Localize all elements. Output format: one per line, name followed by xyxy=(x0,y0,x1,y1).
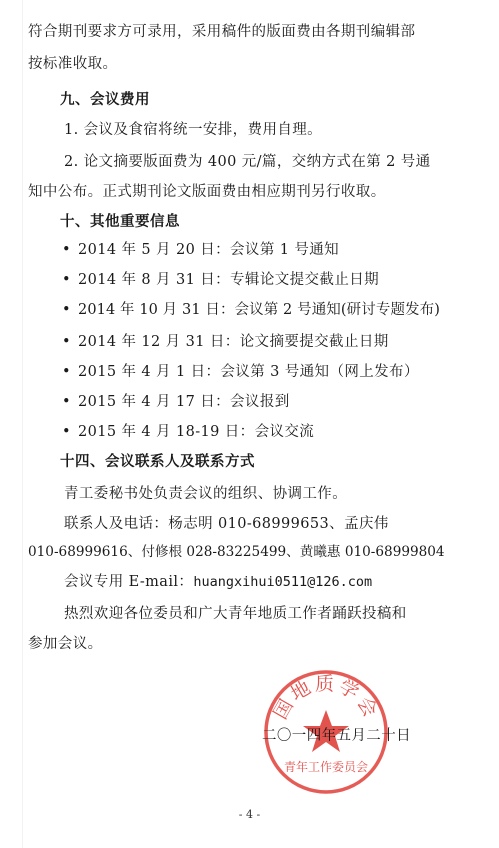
section-heading: 十四、会议联系人及联系方式 xyxy=(60,454,255,470)
bullet-icon: • xyxy=(62,364,71,380)
bullet-icon: • xyxy=(62,272,71,288)
text-line: 联系人及电话：杨志明 010-68999653、孟庆伟 xyxy=(64,516,389,532)
bullet-icon: • xyxy=(62,302,71,318)
list-item: • 2015 年 4 月 1 日：会议第 3 号通知（网上发布） xyxy=(62,364,419,380)
list-item: • 2015 年 4 月 17 日：会议报到 xyxy=(62,394,290,410)
list-item: • 2014 年 5 月 20 日：会议第 1 号通知 xyxy=(62,242,340,258)
list-item: • 2014 年 8 月 31 日：专辑论文提交截止日期 xyxy=(62,272,380,288)
bullet-icon: • xyxy=(62,334,71,350)
section-heading: 九、会议费用 xyxy=(60,92,150,108)
page-number: - 4 - xyxy=(238,808,261,821)
scan-margin-rule xyxy=(22,0,23,848)
email-line: 会议专用 E-mail：huangxihui0511@126.com xyxy=(64,574,373,590)
signature-date: 二〇一四年五月二十日 xyxy=(262,728,411,744)
text-line: 1. 会议及食宿将统一安排，费用自理。 xyxy=(64,122,323,138)
bullet-icon: • xyxy=(62,242,71,258)
list-item: • 2014 年 10 月 31 日：会议第 2 号通知(研讨专题发布) xyxy=(62,302,441,318)
text-line: 热烈欢迎各位委员和广大青年地质工作者踊跃投稿和 xyxy=(64,606,407,622)
bullet-icon: • xyxy=(62,424,71,440)
text-line: 参加会议。 xyxy=(28,636,103,652)
list-item: • 2014 年 12 月 31 日：论文摘要提交截止日期 xyxy=(62,334,389,350)
text-line: 知中公布。正式期刊论文版面费由相应期刊另行收取。 xyxy=(28,184,386,200)
text-line: 2. 论文摘要版面费为 400 元/篇，交纳方式在第 2 号通 xyxy=(64,154,431,170)
seal-bottom-text: 青年工作委员会 xyxy=(283,760,369,774)
section-heading: 十、其他重要信息 xyxy=(60,214,180,230)
text-line: 按标准收取。 xyxy=(28,56,118,72)
seal-top-text: 国地质学会 xyxy=(269,673,383,724)
text-line: 青工委秘书处负责会议的组织、协调工作。 xyxy=(64,486,348,502)
bullet-icon: • xyxy=(62,394,71,410)
text-line: 010-68999616、付修根 028-83225499、黄曦惠 010-68999804 xyxy=(28,544,445,560)
list-item: • 2015 年 4 月 18-19 日：会议交流 xyxy=(62,424,315,440)
text-line: 符合期刊要求方可录用，采用稿件的版面费由各期刊编辑部 xyxy=(28,24,416,40)
email-address: huangxihui0511@126.com xyxy=(193,574,373,590)
